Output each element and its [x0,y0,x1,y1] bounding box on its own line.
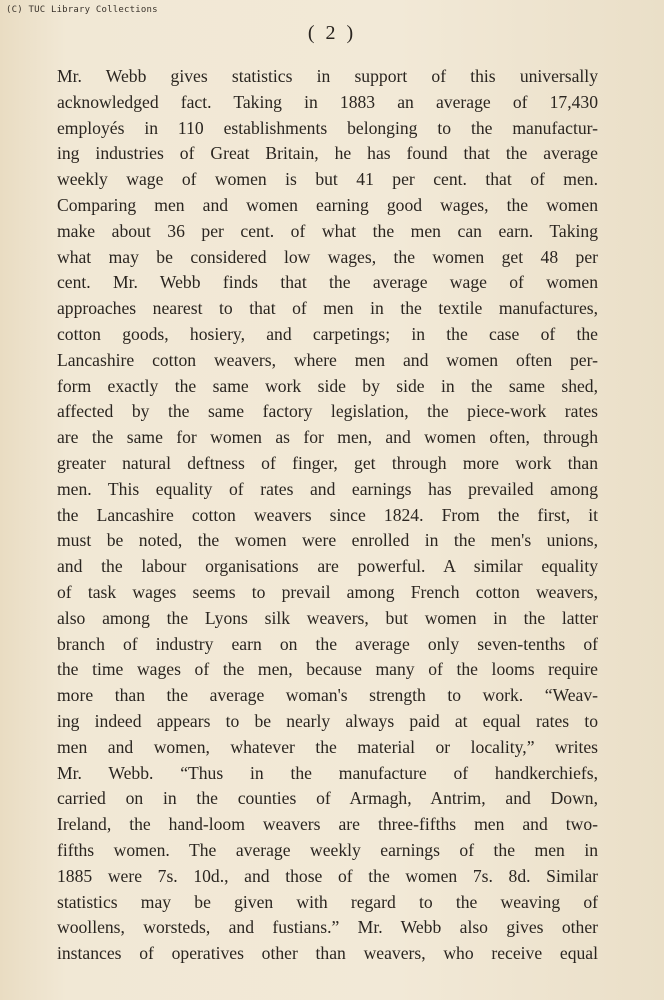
text-line: statistics may be given with regard to the weaving of [57,891,598,912]
body-paragraph [57,64,598,967]
text-line: Comparing men and women earning good wages, the women [57,194,598,215]
copyright-watermark: (C) TUC Library Collections [6,5,158,15]
text-line: form exactly the same work side by side in the same shed, [57,375,598,396]
text-line: cotton goods, hosiery, and carpetings; in the case of the [57,323,598,344]
text-line: employés in 110 establishments belonging to the manufactur- [57,117,598,138]
text-line: more than the average woman's strength to work. “Weav- [57,685,598,706]
text-line: Mr. Webb. “Thus in the manufacture of handkerchiefs, [57,762,598,783]
text-line: what may be considered low wages, the women get 48 per [57,246,598,267]
text-line: 1885 were 7s. 10d., and those of the women 7s. 8d. Similar [57,865,598,886]
text-line: make about 36 per cent. of what the men can earn. Taking [57,220,598,241]
text-line: ing industries of Great Britain, he has found that the average [57,143,598,164]
text-line: approaches nearest to that of men in the textile manufactures, [57,298,598,319]
text-line: and the labour organisations are powerful. A similar equality [57,556,598,577]
text-line: are the same for women as for men, and women often, through [57,427,598,448]
text-line: cent. Mr. Webb finds that the average wage of women [57,272,598,293]
text-line: carried on in the counties of Armagh, Antrim, and Down, [57,788,598,809]
text-line: men. This equality of rates and earnings has prevailed among [57,478,598,499]
text-line: ing indeed appears to be nearly always paid at equal rates to [57,710,598,731]
text-line: must be noted, the women were enrolled in the men's unions, [57,530,598,551]
text-line: weekly wage of women is but 41 per cent. that of men. [57,169,598,190]
text-line: Lancashire cotton weavers, where men and women often per- [57,349,598,370]
text-line: Mr. Webb gives statistics in support of this universally [57,66,598,86]
text-line: instances of operatives other than weavers, who receive equal [57,943,598,964]
text-line: the Lancashire cotton weavers since 1824. From the first, it [57,504,598,525]
page-number: ( 2 ) [307,22,357,44]
text-line: acknowledged fact. Taking in 1883 an average of 17,430 [57,91,598,112]
text-line: greater natural deftness of finger, get through more work than [57,452,598,473]
text-line: the time wages of the men, because many of the looms require [57,659,598,680]
text-line: also among the Lyons silk weavers, but women in the latter [57,607,598,628]
text-line: men and women, whatever the material or locality,” writes [57,736,598,757]
text-line: affected by the same factory legislation, the piece-work rates [57,401,598,422]
text-line: of task wages seems to prevail among French cotton weavers, [57,581,598,602]
text-line: woollens, worsteds, and fustians.” Mr. Webb also gives other [57,917,598,938]
text-line: branch of industry earn on the average only seven-tenths of [57,633,598,654]
text-line: fifths women. The average weekly earnings of the men in [57,839,598,860]
text-line: Ireland, the hand-loom weavers are three-fifths men and two- [57,814,598,835]
